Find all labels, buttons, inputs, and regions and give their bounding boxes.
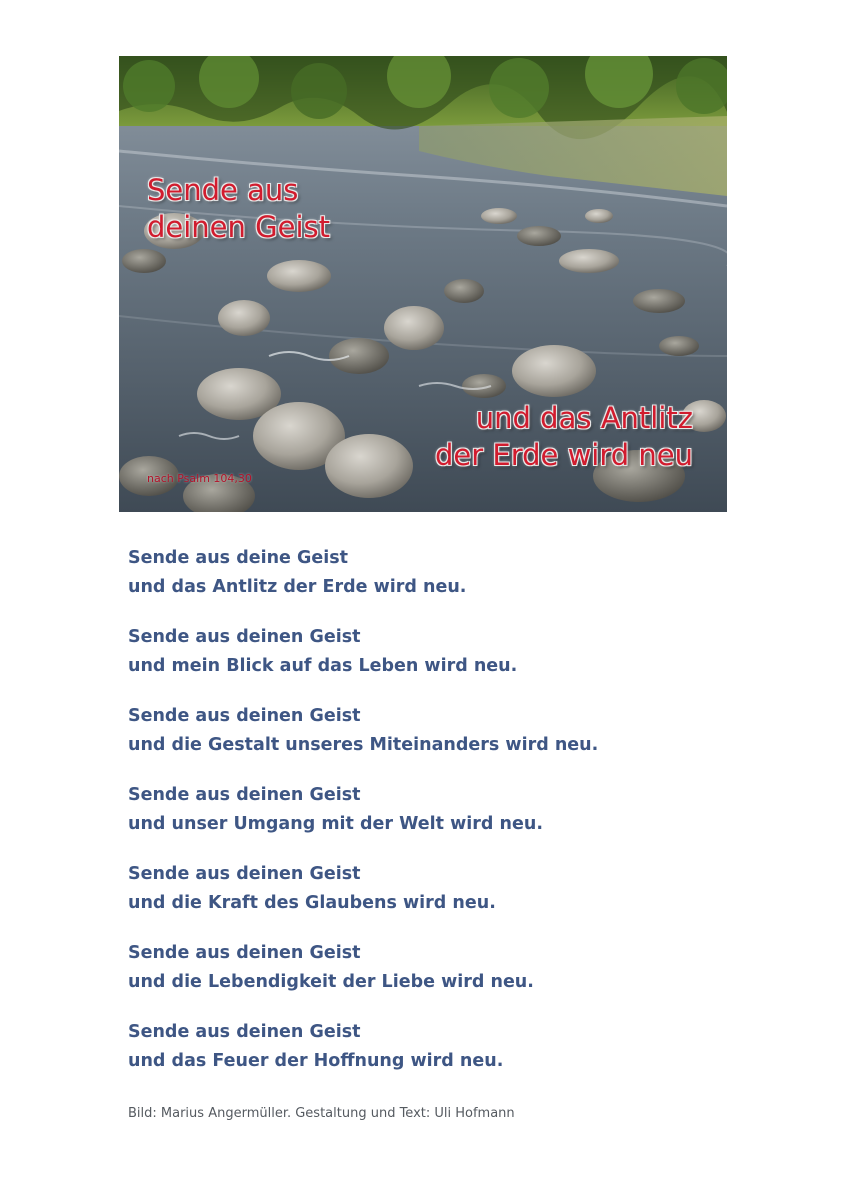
stanza [128, 860, 768, 918]
stanza-line: Sende aus deinen Geist [128, 706, 361, 726]
stanza-line: und das Antlitz der Erde wird neu. [128, 577, 467, 597]
overlay-subtitle-line2: der Erde wird neu [434, 438, 693, 472]
river-photo [119, 56, 727, 512]
psalm-reference: nach Psalm 104,30 [147, 472, 252, 485]
stanza-line: und die Kraft des Glaubens wird neu. [128, 893, 496, 913]
stanza-line: Sende aus deinen Geist [128, 1022, 361, 1042]
stanza-line: und mein Blick auf das Leben wird neu. [128, 656, 518, 676]
stanza-line: Sende aus deinen Geist [128, 785, 361, 805]
stanza-line: Sende aus deinen Geist [128, 864, 361, 884]
stanza [128, 623, 768, 681]
poem [128, 544, 768, 1097]
stanza [128, 939, 768, 997]
stanza-line: und unser Umgang mit der Welt wird neu. [128, 814, 543, 834]
stanza-line: Sende aus deine Geist [128, 548, 349, 568]
stanza-line: und die Gestalt unseres Miteinanders wird neu. [128, 735, 599, 755]
stanza-line: Sende aus deinen Geist [128, 627, 361, 647]
overlay-title-line2: deinen Geist [147, 210, 330, 244]
stanza [128, 781, 768, 839]
stanza [128, 544, 768, 602]
stanza [128, 702, 768, 760]
overlay-title [147, 172, 330, 246]
stanza-line: Sende aus deinen Geist [128, 943, 361, 963]
stanza-line: und die Lebendigkeit der Liebe wird neu. [128, 972, 534, 992]
overlay-subtitle-line1: und das Antlitz [475, 401, 693, 435]
stanza-line: und das Feuer der Hoffnung wird neu. [128, 1051, 504, 1071]
overlay-subtitle [435, 400, 693, 474]
overlay-title-line1: Sende aus [147, 173, 299, 207]
credits-footer: Bild: Marius Angermüller. Gestaltung und Text: Uli Hofmann [128, 1106, 515, 1121]
stanza [128, 1018, 768, 1076]
